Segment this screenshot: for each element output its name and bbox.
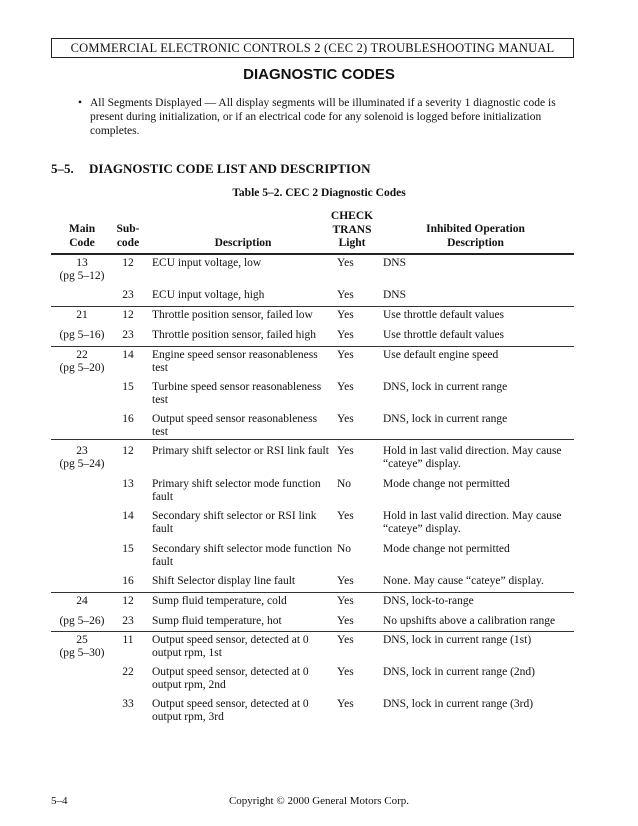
cell-description: Primary shift selector or RSI link fault [152,445,329,457]
cell-description: Sump fluid temperature, hot [152,615,282,627]
group-divider [51,306,574,307]
cell-page-ref: (pg 5–12) [59,270,105,282]
header-inh-line2: Description [447,236,504,249]
cell-inhibited-operation: DNS, lock in current range (1st) [383,634,532,646]
header-sub-line1: Sub- [116,223,140,235]
cell-description: Output speed sensor, detected at 0 output rpm, 2nd [152,666,309,691]
cell-description: ECU input voltage, high [152,289,265,301]
cell-inhibited-operation: DNS [383,257,407,269]
subsection-heading [51,161,371,177]
cell-check-trans-light: Yes [337,329,354,341]
cell-description: Output speed sensor, detected at 0 output rpm, 1st [152,634,309,659]
cell-main-code: 21 [76,309,88,321]
header-main-line2: Code [69,236,95,249]
cell-page-ref: (pg 5–20) [59,362,105,374]
cell-check-trans-light: Yes [337,615,354,627]
cell-main-code: 23 [76,445,88,457]
cell-check-trans-light: Yes [337,413,354,425]
subsection-title: DIAGNOSTIC CODE LIST AND DESCRIPTION [89,161,371,176]
header-description: Description [214,237,272,249]
header-main-line1: Main [68,223,96,235]
cell-description: ECU input voltage, low [152,257,262,269]
cell-main-code: 13 [76,257,88,269]
cell-sub-code: 11 [122,634,134,646]
cell-description: Shift Selector display line fault [152,575,296,587]
page-title: DIAGNOSTIC CODES [243,66,395,83]
cell-description: Output speed sensor, detected at 0 output rpm, 3rd [152,698,309,723]
cell-description: Primary shift selector mode function fault [152,478,321,503]
cell-inhibited-operation: Mode change not permitted [383,543,510,555]
group-divider [51,631,574,632]
header-check-trans-light [322,210,382,251]
group-divider [51,346,574,347]
header-inhibited-operation [383,223,568,250]
cell-sub-code: 14 [122,349,134,361]
cell-description: Secondary shift selector or RSI link fault [152,510,317,535]
cell-description: Engine speed sensor reasonableness test [152,349,318,374]
header-rule [51,253,574,255]
cell-page-ref: (pg 5–24) [59,458,105,470]
cell-sub-code: 12 [122,257,134,269]
group-divider [51,592,574,593]
cell-inhibited-operation: DNS, lock in current range [383,413,508,425]
cell-inhibited-operation: Hold in last valid direction. May cause “cateye” display. [383,445,562,470]
cell-check-trans-light: No [337,478,352,490]
cell-check-trans-light: Yes [337,666,354,678]
cell-check-trans-light: Yes [337,634,354,646]
cell-inhibited-operation: None. May cause “cateye” display. [383,575,544,587]
cell-main-code: 22 [76,349,88,361]
cell-sub-code: 33 [122,698,134,710]
cell-sub-code: 15 [122,381,134,393]
cell-check-trans-light: Yes [337,595,354,607]
cell-check-trans-light: Yes [337,445,354,457]
cell-description: Output speed sensor reasonableness test [152,413,318,438]
cell-check-trans-light: Yes [337,381,354,393]
cell-sub-code: 12 [122,445,134,457]
cell-check-trans-light: Yes [337,257,354,269]
cell-inhibited-operation: Mode change not permitted [383,478,510,490]
header-light-line3: Light [338,237,366,249]
cell-sub-code: 12 [122,309,134,321]
cell-sub-code: 13 [122,478,134,490]
cell-description: Throttle position sensor, failed high [152,329,317,341]
copyright: Copyright © 2000 General Motors Corp. [228,795,410,807]
bullet-dot-icon: • [78,97,83,109]
cell-inhibited-operation: DNS, lock in current range (2nd) [383,666,536,678]
subsection-number: 5–5. [51,161,74,176]
cell-sub-code: 14 [122,510,134,522]
header-main-code [51,223,113,250]
cell-description: Secondary shift selector mode function fault [152,543,333,568]
cell-check-trans-light: Yes [337,309,354,321]
header-light-line1: CHECK [330,210,374,222]
page-number: 5–4 [51,795,68,807]
cell-inhibited-operation: DNS, lock in current range (3rd) [383,698,534,710]
header-inh-line1: Inhibited Operation [426,223,525,235]
cell-description: Turbine speed sensor reasonableness test [152,381,322,406]
cell-inhibited-operation: DNS, lock in current range [383,381,508,393]
cell-check-trans-light: Yes [337,349,354,361]
cell-sub-code: 16 [122,575,134,587]
cell-description: Sump fluid temperature, cold [152,595,287,607]
header-light-line2: TRANS [332,223,372,236]
bullet-text: All Segments Displayed — All display segments will be illuminated if a severity 1 diagnostic code is present during initialization, or if an electrical code for any solenoid is logged before initialization completes. [90,97,556,137]
cell-sub-code: 15 [122,543,134,555]
cell-inhibited-operation: Hold in last valid direction. May cause “cateye” display. [383,510,562,535]
cell-check-trans-light: Yes [337,289,354,301]
group-divider [51,439,574,440]
cell-inhibited-operation: Use throttle default values [383,329,505,341]
bullet-paragraph [78,96,570,138]
cell-main-code: 25 [76,634,88,646]
cell-inhibited-operation: DNS [383,289,407,301]
cell-sub-code: 12 [122,595,134,607]
cell-check-trans-light: Yes [337,575,354,587]
cell-check-trans-light: Yes [337,510,354,522]
cell-inhibited-operation: No upshifts above a calibration range [383,615,556,627]
cell-sub-code: 22 [122,666,134,678]
cell-inhibited-operation: DNS, lock-to-range [383,595,474,607]
header-sub-code [113,223,143,250]
manual-header: COMMERCIAL ELECTRONIC CONTROLS 2 (CEC 2) TROUBLESHOOTING MANUAL [51,38,574,58]
cell-page-ref: (pg 5–30) [59,647,105,659]
cell-main-code: 24 [76,595,88,607]
cell-check-trans-light: No [337,543,352,555]
cell-inhibited-operation: Use throttle default values [383,309,505,321]
cell-sub-code: 23 [122,289,134,301]
cell-inhibited-operation: Use default engine speed [383,349,499,361]
table-caption: Table 5–2. CEC 2 Diagnostic Codes [232,187,406,199]
cell-sub-code: 23 [122,329,134,341]
cell-sub-code: 23 [122,615,134,627]
cell-check-trans-light: Yes [337,698,354,710]
cell-main-code: (pg 5–16) [59,329,105,341]
cell-sub-code: 16 [122,413,134,425]
header-sub-line2: code [116,236,140,249]
cell-main-code: (pg 5–26) [59,615,105,627]
cell-description: Throttle position sensor, failed low [152,309,313,321]
